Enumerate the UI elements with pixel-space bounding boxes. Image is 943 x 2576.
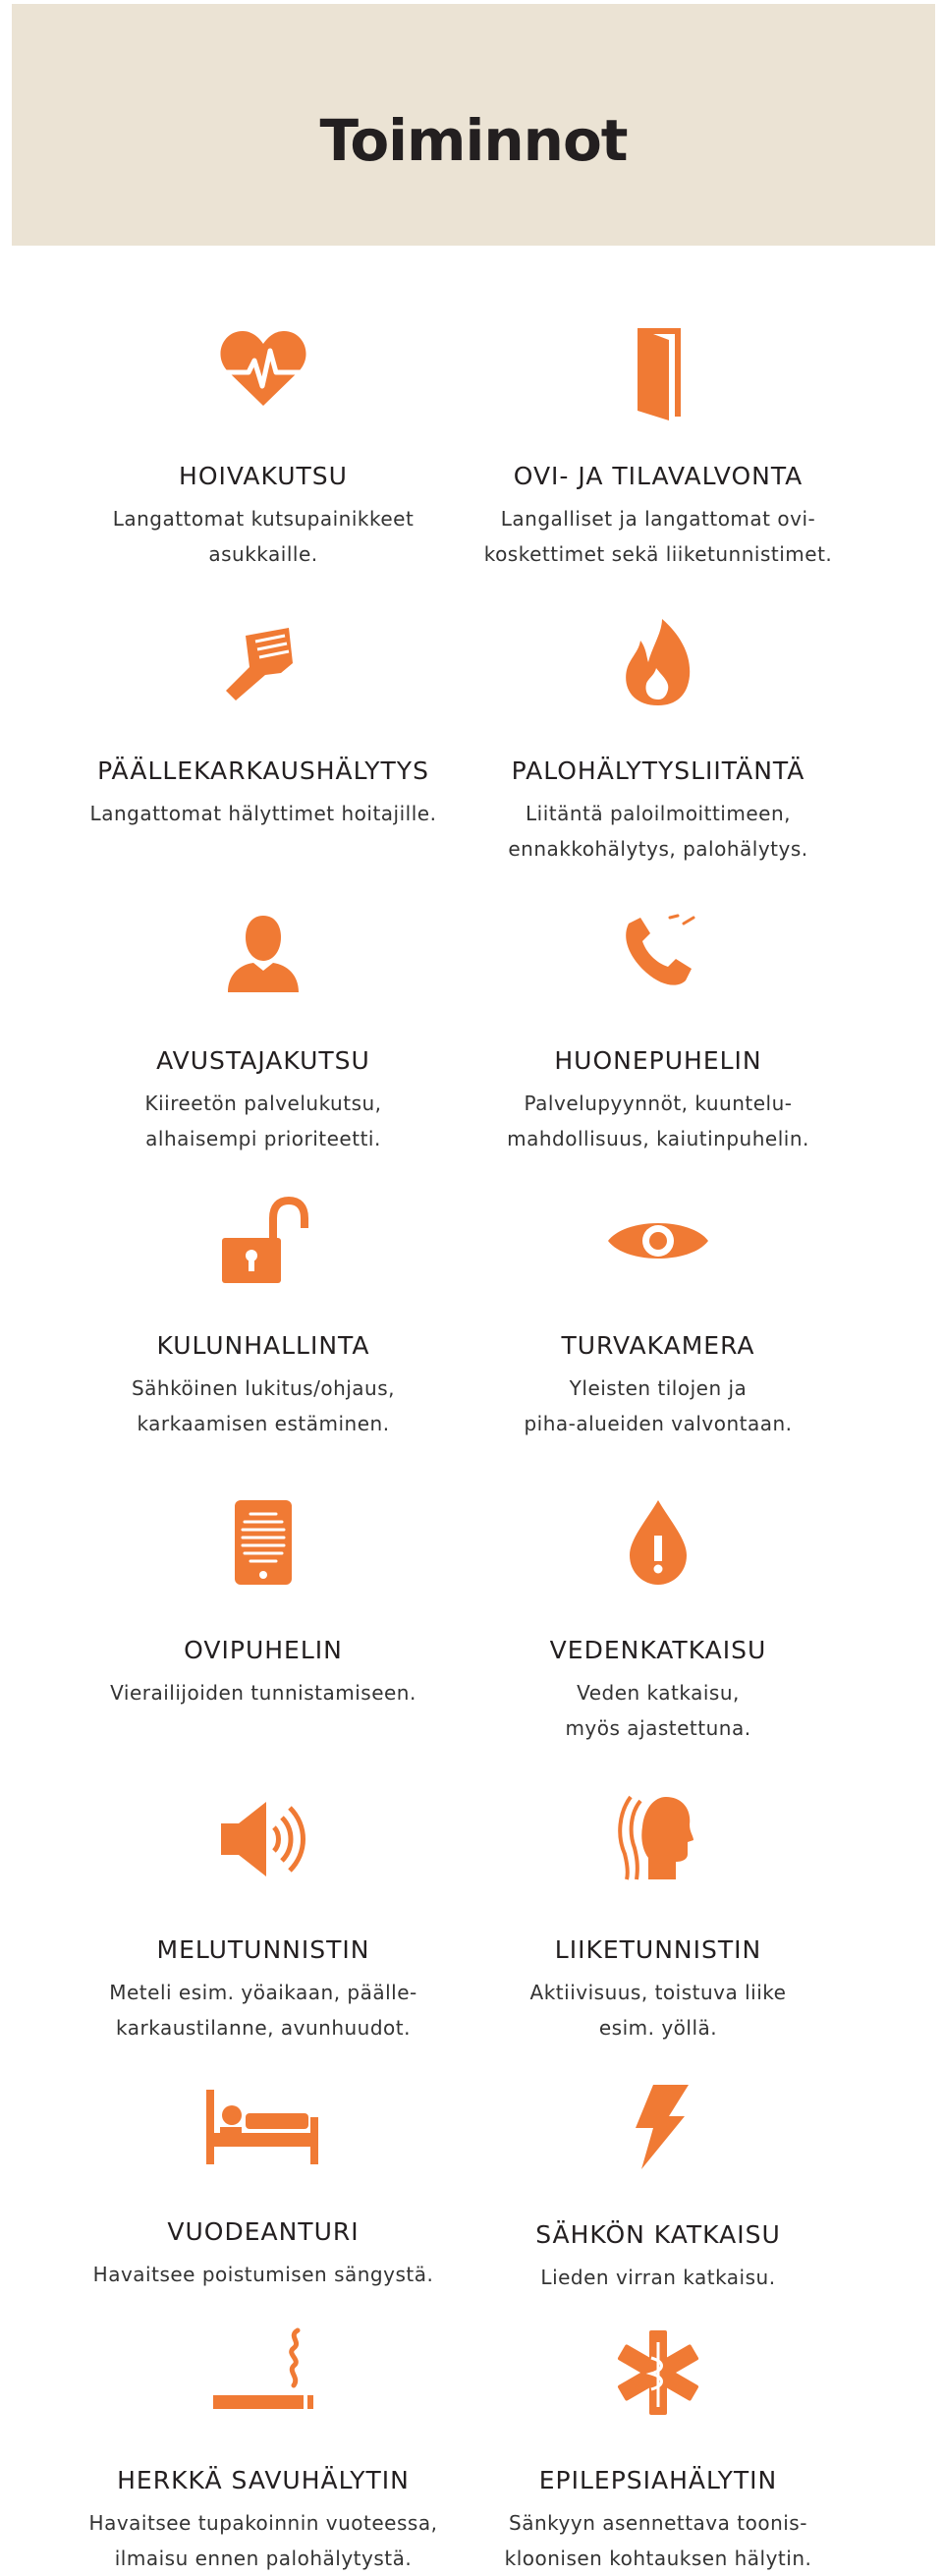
feature-desc: Havaitsee tupakoinnin vuoteessa, ilmaisu ennen palohälytystä. bbox=[88, 2511, 438, 2570]
person-icon bbox=[224, 914, 303, 992]
feature-title: OVIPUHELIN bbox=[184, 1636, 343, 1664]
feature-title: KULUNHALLINTA bbox=[156, 1331, 370, 1360]
feature-avustajakutsu bbox=[57, 914, 470, 1150]
feature-desc: Langalliset ja langattomat ovi- koskettimet sekä liiketunnistimet. bbox=[483, 507, 833, 566]
feature-epilepsiahalytin bbox=[452, 2328, 864, 2570]
feature-liiketunnistin bbox=[452, 1793, 864, 2040]
feature-desc: Lieden virran katkaisu. bbox=[540, 2266, 776, 2289]
feature-desc: Aktiivisuus, toistuva liike esim. yöllä. bbox=[529, 1981, 787, 2040]
feature-kulunhallinta bbox=[57, 1199, 470, 1435]
flame-icon bbox=[619, 619, 697, 707]
door-icon bbox=[624, 324, 693, 420]
feature-title: LIIKETUNNISTIN bbox=[554, 1935, 762, 1964]
feature-palohalytysliitanta bbox=[452, 619, 864, 861]
water-drop-icon bbox=[624, 1498, 693, 1587]
page-header bbox=[12, 4, 935, 246]
feature-desc: Sänkyyn asennettava toonis- kloonisen kohtauksen hälytin. bbox=[504, 2511, 812, 2570]
feature-desc: Sähköinen lukitus/ohjaus, karkaamisen estäminen. bbox=[131, 1376, 396, 1435]
feature-desc: Liitäntä paloilmoittimeen, ennakkohälytys, palohälytys. bbox=[508, 802, 808, 861]
motion-head-icon bbox=[619, 1793, 697, 1881]
feature-huonepuhelin bbox=[452, 914, 864, 1150]
feature-vuodeanturi bbox=[57, 2088, 470, 2286]
feature-desc: Meteli esim. yöaikaan, päälle- karkaustilanne, avunhuudot. bbox=[109, 1981, 417, 2040]
cigarette-icon bbox=[209, 2328, 317, 2417]
page-title: Toiminnot bbox=[319, 107, 628, 174]
feature-paallekarkaushalytys bbox=[57, 624, 470, 825]
feature-title: MELUTUNNISTIN bbox=[156, 1935, 370, 1964]
feature-desc: Langattomat hälyttimet hoitajille. bbox=[89, 802, 437, 825]
feature-desc: Havaitsee poistumisen sängystä. bbox=[92, 2263, 434, 2286]
feature-desc: Palvelupyynnöt, kuuntelu- mahdollisuus, kaiutinpuhelin. bbox=[507, 1092, 809, 1150]
feature-desc: Yleisten tilojen ja piha-alueiden valvontaan. bbox=[524, 1376, 793, 1435]
speaker-icon bbox=[217, 1798, 309, 1880]
feature-title: AVUSTAJAKUTSU bbox=[156, 1046, 370, 1075]
feature-sahkon-katkaisu bbox=[452, 2083, 864, 2289]
feature-title: PALOHÄLYTYSLIITÄNTÄ bbox=[511, 756, 805, 785]
star-of-life-icon bbox=[614, 2328, 702, 2417]
feature-ovi-ja-tilavalvonta bbox=[452, 324, 864, 566]
feature-desc: Veden katkaisu, myös ajastettuna. bbox=[565, 1681, 751, 1740]
eye-icon bbox=[606, 1213, 710, 1268]
feature-title: HERKKÄ SAVUHÄLYTIN bbox=[117, 2466, 410, 2494]
feature-title: TURVAKAMERA bbox=[561, 1331, 755, 1360]
feature-title: EPILEPSIAHÄLYTIN bbox=[538, 2466, 778, 2494]
feature-desc: Langattomat kutsupainikkeet asukkaille. bbox=[112, 507, 415, 566]
feature-desc: Kiireetön palvelukutsu, alhaisempi prioriteetti. bbox=[144, 1092, 382, 1150]
feature-title: OVI- JA TILAVALVONTA bbox=[513, 462, 804, 490]
feature-melutunnistin bbox=[57, 1798, 470, 2040]
feature-desc: Vierailijoiden tunnistamiseen. bbox=[110, 1681, 416, 1705]
fist-icon bbox=[224, 624, 303, 702]
feature-vedenkatkaisu bbox=[452, 1498, 864, 1740]
feature-hoivakutsu bbox=[57, 329, 470, 566]
feature-ovipuhelin bbox=[57, 1498, 470, 1705]
feature-title: SÄHKÖN KATKAISU bbox=[535, 2220, 781, 2249]
feature-title: HOIVAKUTSU bbox=[179, 462, 348, 490]
feature-turvakamera bbox=[452, 1213, 864, 1435]
feature-title: VUODEANTURI bbox=[167, 2217, 360, 2246]
feature-title: HUONEPUHELIN bbox=[554, 1046, 762, 1075]
feature-title: PÄÄLLEKARKAUSHÄLYTYS bbox=[97, 756, 429, 785]
phone-icon bbox=[619, 914, 697, 992]
heart-pulse-icon bbox=[219, 329, 307, 408]
feature-herkka-savuhalytin bbox=[57, 2328, 470, 2570]
lightning-icon bbox=[624, 2083, 693, 2171]
bed-icon bbox=[204, 2088, 322, 2166]
intercom-icon bbox=[229, 1498, 298, 1587]
feature-title: VEDENKATKAISU bbox=[549, 1636, 767, 1664]
open-padlock-icon bbox=[214, 1199, 312, 1287]
